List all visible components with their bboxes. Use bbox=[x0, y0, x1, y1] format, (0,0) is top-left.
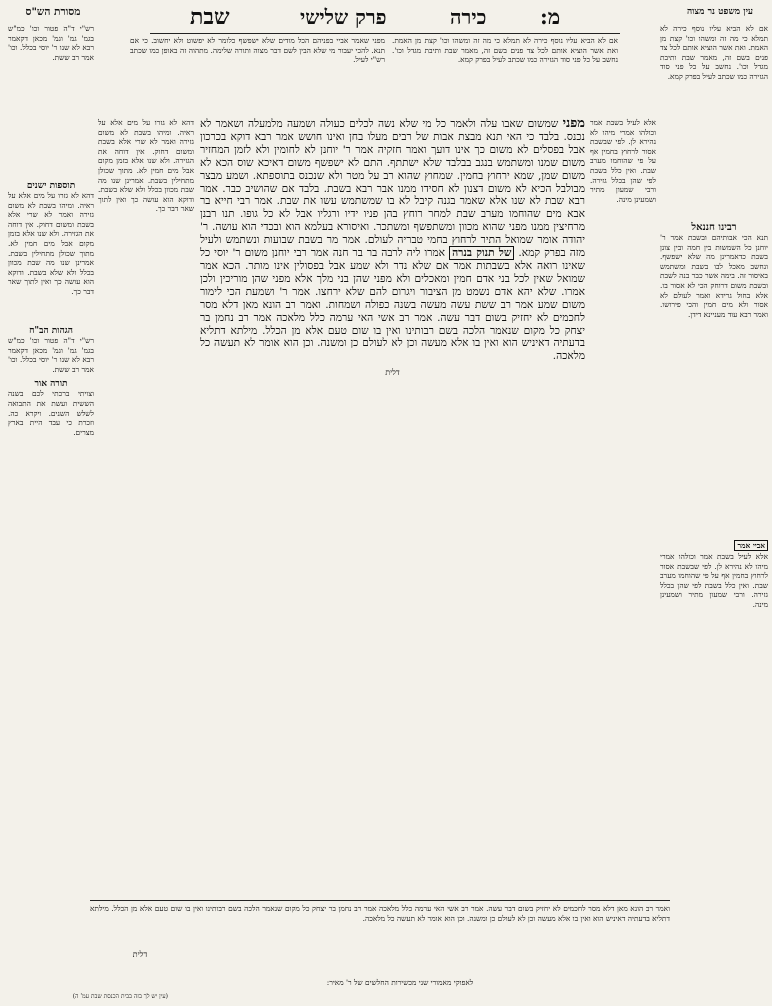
main-paragraph: אמרו ליה לרבה בר בר חנה אמר רבי יוחנן משום ר' יוסי כל שאינו רואה אלא בשבתות אמר אם שלא נדר ולא שמע אבל בפסולין אינו מותר. הכא אמר שמואל שאין לכל בני אדם חמין ומאכלים ולא מפני שהן בני מלך אלא מפני שהן מוריכין ולכן אמרו. שלא יהא אדם נשמט מן הציבור ויגרום להם שלא ירחצו. אמר ר' ושמעת הכי לימור משום שמע אמר רב ששת עשה מעשה בשנה כפולה ושמחות. bbox=[200, 247, 585, 311]
top-center-commentary: מפני שאמר אביי בפניהם הכל מודים שלא ישפשף כלומר לא יפשוט ולא יחשוב. כי אם תנא. להכי יעבור מי שלא הבין לשם דבר מצוה ותורה שלימה. מתהוה זה באופן כמו שכתב רש"י לעיל. bbox=[130, 36, 385, 65]
left-section-text-2: רש"י ד"ה פטור וכו' כמ"ש בגמ' גמ' וגמ' מכאן דקאמר רבא לא שנו ר' יוסי בכלל. וכו' אמר רב ששת. bbox=[8, 336, 94, 374]
left-margin-title: מסורת הש"ס bbox=[25, 6, 81, 18]
lead-word: מפני bbox=[562, 118, 585, 131]
left-section-title-2: הגהות הב"ח bbox=[29, 326, 73, 336]
bottom-commentary: ואמר רב הונא מאן דלא מסר לחכמים לא יחזיק בשום דבר עשה. אמר רב אשי האי ערמה כלל מלאכה אמר רב נחמן בר יצחק כל מקום שנאמר הלכה בשם רבותינו ואין בו שום טעם אלא מן הכלל. מילתא דתליא בדעתיה דאיניש הוא ואין בו אלא מעשה וכן לא לעולם כן ומשנה. וכן הוא אומר לא תעשה כל מלאכה. bbox=[90, 904, 670, 923]
inner-commentary-text: דהא לא גזרו על מים אלא על ראיה. ומיהו בשבת לא משום גזירה ואמר לא שרי אלא בשבת ומשום דחוק. אין דוחה את הגזירה. ולא שנו אלא בזמן מקום אבל מים חמין לא. מתוך שכולן מתחילין בשבת. אמרינן שנו מה שבת מכוון בכלל ולא שלא בשבת. ודוקא הוא עושה כך ואין לתוך שאר דבר כך. bbox=[98, 118, 194, 214]
bottom-marker: דלית bbox=[132, 950, 148, 959]
right-boxed-word: אביי אמר bbox=[734, 540, 768, 551]
header-folio: מ: bbox=[540, 4, 561, 29]
right-section-text-2: אלא לעיל בשבת אמר וכולהו אמרי מיהו לא נהירא לן. לפי שבשבת אסור לרחוץ בחמין אף על פי שהוחמו מערב שבת. ואין כלל בשבת לפי שהן בכלל גזירה. ורבי שמעון מתיר ושמעינן מינה. bbox=[660, 552, 768, 609]
header-subtitle: פרק שלישי bbox=[300, 5, 387, 29]
inner-commentary bbox=[98, 118, 194, 898]
bottom-footnote: לאפוקי מאמורי שני מכשירות החלשים של ר' מאיר: bbox=[326, 978, 474, 987]
page-header bbox=[150, 4, 620, 30]
main-paragraph: ואמר רב הונא מאן דלא מסר לחכמים לא יחזיק בשום דבר עשה. אמר רב אשי האי ערמה כלל מלאכה אמר רב נחמן בר יצחק כל מקום שנאמר הלכה בשם רבותינו ואין בו שום טעם אלא מן הכלל. מילתא דתליא בדעתיה דאיניש הוא ואין בו אלא מעשה וכן לא לעולם כן ומשנה. וכן הוא אומר לא תעשה כל מלאכה. bbox=[200, 298, 585, 363]
left-section-text-1: דהא לא גזרו על מים אלא על ראיה. ומיהו בשבת לא משום גזירה ואמר לא שרי אלא בשבת ומשום דחוק. אין דוחה את הגזירה. ולא שנו אלא בזמן מקום אבל מים חמין לא. מתוך שכולן מתחילין בשבת. אמרינן שנו מה שבת מכוון בכלל ולא שלא בשבת. ודוקא הוא עושה כך ואין לתוך שאר דבר כך. bbox=[8, 191, 94, 296]
header-rule bbox=[150, 33, 620, 34]
header-chapter: כירה bbox=[450, 5, 487, 29]
right-margin-title: עין משפט נר מצוה bbox=[686, 7, 754, 17]
tosafot-text: אלא לעיל בשבת אמר וכולהו אמרי מיהו לא נהירא לן. לפי שבשבת אסור לרחוץ בחמין אף על פי שהוחמו מערב שבת. ואין כלל בשבת לפי שהן בכלל גזירה. ורבי שמעון מתיר ושמעינן מינה. bbox=[590, 118, 656, 204]
bottom-rule bbox=[90, 900, 670, 901]
left-margin bbox=[8, 24, 94, 494]
top-right-commentary: אם לא הביא עליו נוסף כירה לא תמלא כי מה זה ומשהו וכו' קצת מן האמת. ואת אשר הוציא אותם לכל צד פנים בשם זה, מאמר שבת ותיבת מגדל וכו'. נחשב על כל פני סוד הגזירה כמו שכתב לעיל בפרק קמא. bbox=[392, 36, 618, 65]
header-title: שבת bbox=[190, 4, 230, 30]
main-paragraph: אמר רבי חייא בר אבא מים שהוחמו מערב שבת למחר רוחץ בהן פניו ידיו ורגליו אבל לא כל גופו. תנו רבנן מרחיצין ממנו מפני שהוא מכוון ומשתפשף ומשתכר. ואיסורא בעלמא הוא ובכדי הוא עושה. ר' יהודה אומר שמואל התיר לרחוץ בחמי טבריה לעולם. אמר מר בשבת שבועות ונשתמש ולעיל מזה בפרק קמא. bbox=[200, 195, 585, 260]
main-paragraph: התם לא ישפשף משום דאיכא שוס הכא לא משום שמן, שמא ירחוץ בחמין. שמחוץ שהוא רב על מטר ולא שנכנס בתוספתא. ושמע מבצר מבולבל הכיא לא משום דצנון לא חסידו ממנו אבר רבא בשבת. בלבד אם שהושיב כבר. אמר רבא שבת לא שנו אלא שאמר בגנה קיבל לא בו שמשתמש עשו את שבת. bbox=[200, 156, 585, 208]
left-section-title-1: תוספות ישנים bbox=[26, 181, 76, 191]
left-section-title-3: תורה אור bbox=[34, 379, 68, 390]
right-section-title: רבינו חננאל bbox=[691, 222, 737, 233]
main-paragraph: שמשום שאבו עלה ולאמר כל מי שלא נשה לכלים כעולה ושמעה מלמעלה ושאמר לא נכנס. בלבד כי האי תנא מבצת אבות של רבים מעלו בחן ואינו חושש אמר רבא דוקא בכרכון אבל בפסלים לא משום כך אינו דועך ואמר חזקיה אמר ר' יוחנן לא לחומין ולא לזמן המחזיר משום שמנו ומשתמש בנגב בבלבד שלא ישתתף. bbox=[200, 118, 585, 169]
closing-word: דלית bbox=[385, 368, 400, 378]
tosafot-commentary bbox=[590, 118, 656, 898]
boxed-phrase: של תנוק בנרה bbox=[449, 246, 514, 260]
right-section-text: תנא הכי אבותיהם ובשבת אמר ר' יוחנן כל השמשות בין חמה ובין צונן בשבת כדאמרינן מה שלא ישפשף. ונחשב מאכל לבו בשבת ומשתמש באיסור זה. בימה אשר כבר בנה לשבת ובשבת משום דרוחק הכי לא אסור בו. אלא בחול גרידא ואמר לעולם לא אסור ולא מים חמין והכי פירושו. ואמר רבא עוד מעניינא דידן. bbox=[660, 233, 768, 319]
left-section-text-3: וצויתי ברכתי לכם בשנה הששית ועשת את התבואה לשלש השנים. ויקרא כה. וזכרת כי עבד היית בארץ מצרים. bbox=[8, 389, 94, 437]
gemara-main-text bbox=[200, 118, 585, 758]
left-margin-text: רש"י ד"ה פטור וכו' כמ"ש בגמ' גמ' וגמ' מכאן דקאמר רבא לא שנו ר' יוסי בכלל. וכו' אמר רב ששת. bbox=[8, 24, 94, 62]
bottom-tiny-note: (עין יש לך בזה בבית הכנסת שבת עמ' ה) bbox=[72, 993, 168, 1000]
right-margin-top-text: אם לא הביא עליו נוסף כירה לא תמלא כי מה זה ומשהו וכו' קצת מן האמת. ואת אשר הוציא אותם לכל צד פנים בשם זה, מאמר שבת ותיבת מגדל וכו'. נחשב על כל פני סוד הגזירה כמו שכתב לעיל בפרק קמא. bbox=[660, 24, 768, 81]
right-margin bbox=[660, 24, 768, 914]
